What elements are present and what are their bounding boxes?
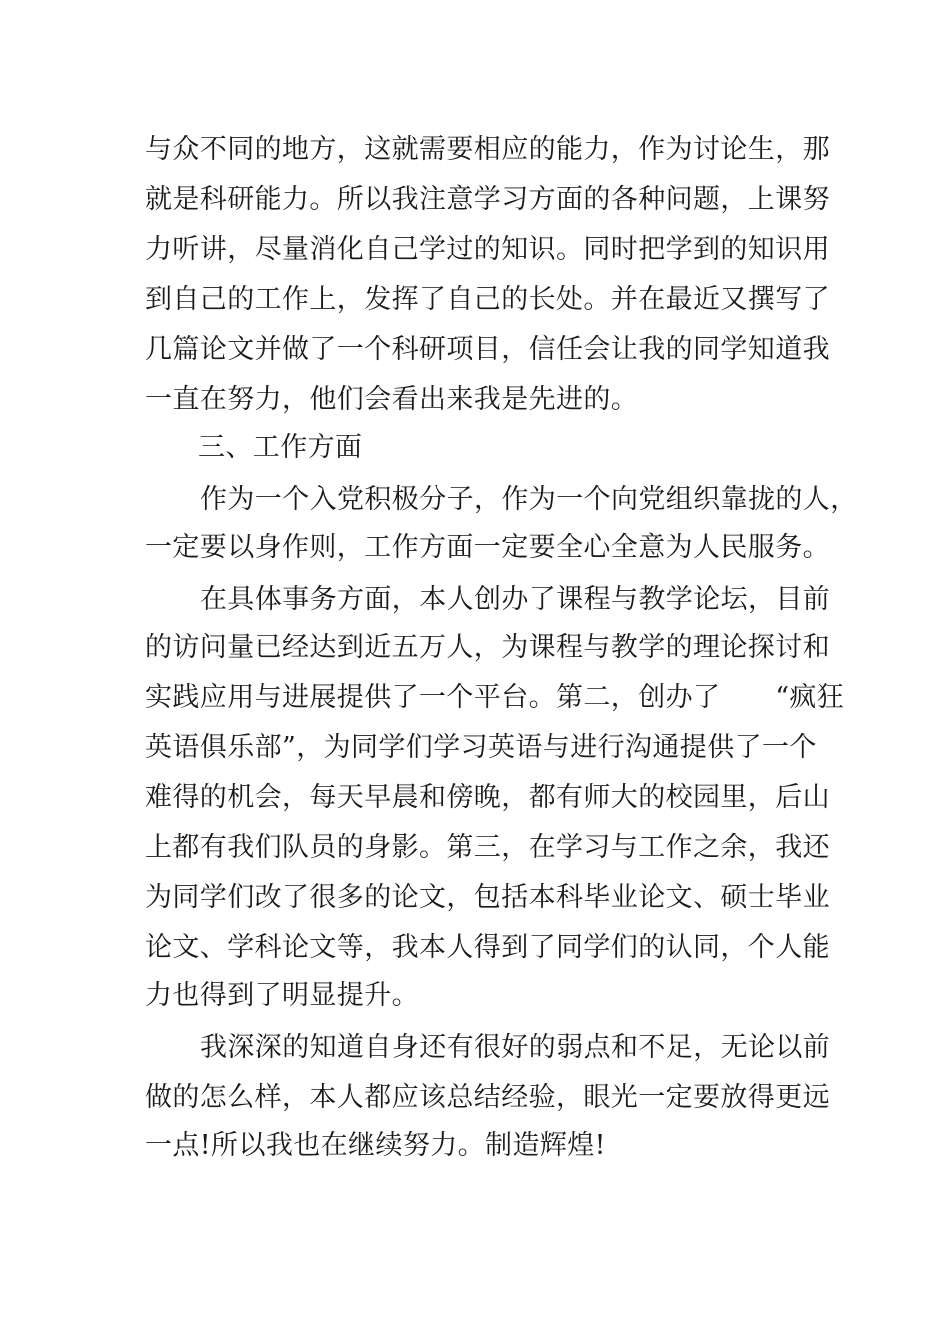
text-line: 力也得到了明显提升。 <box>145 980 419 1011</box>
text-line: 一定要以身作则，工作方面一定要全心全意为人民服务。 <box>145 532 830 563</box>
text-line: 与众不同的地方，这就需要相应的能力，作为讨论生，那 <box>145 134 830 165</box>
text-line: 就是科研能力。所以我注意学习方面的各种问题，上课努 <box>145 184 830 215</box>
text-line: 一直在努力，他们会看出来我是先进的。 <box>145 384 639 415</box>
text-line: 难得的机会，每天早晨和傍晚，都有师大的校园里，后山 <box>145 782 830 813</box>
text-line: 作为一个入党积极分子，作为一个向党组织靠拢的人， <box>200 484 858 515</box>
text-line: 我深深的知道自身还有很好的弱点和不足，无论以前 <box>200 1032 831 1063</box>
text-line: 几篇论文并做了一个科研项目，信任会让我的同学知道我 <box>145 334 830 365</box>
text-line: 做的怎么样，本人都应该总结经验，眼光一定要放得更远 <box>145 1082 830 1113</box>
section-heading: 三、工作方面 <box>198 432 363 463</box>
text-line: 英语俱乐部”，为同学们学习英语与进行沟通提供了一个 <box>145 732 817 763</box>
text-line: 论文、学科论文等，我本人得到了同学们的认同，个人能 <box>145 932 830 963</box>
text-line: 力听讲，尽量消化自己学过的知识。同时把学到的知识用 <box>145 234 830 265</box>
text-line: 一点!所以我也在继续努力。制造辉煌! <box>145 1130 606 1161</box>
text-line: 上都有我们队员的身影。第三，在学习与工作之余，我还 <box>145 832 830 863</box>
text-line: 在具体事务方面，本人创办了课程与教学论坛，目前 <box>200 584 831 615</box>
text-line: 的访问量已经达到近五万人，为课程与教学的理论探讨和 <box>145 632 830 663</box>
text-line: 为同学们改了很多的论文，包括本科毕业论文、硕士毕业 <box>145 882 830 913</box>
text-line: 到自己的工作上，发挥了自己的长处。并在最近又撰写了 <box>145 284 830 315</box>
text-line: 实践应用与进展提供了一个平台。第二，创办了 “疯狂 <box>145 682 845 713</box>
